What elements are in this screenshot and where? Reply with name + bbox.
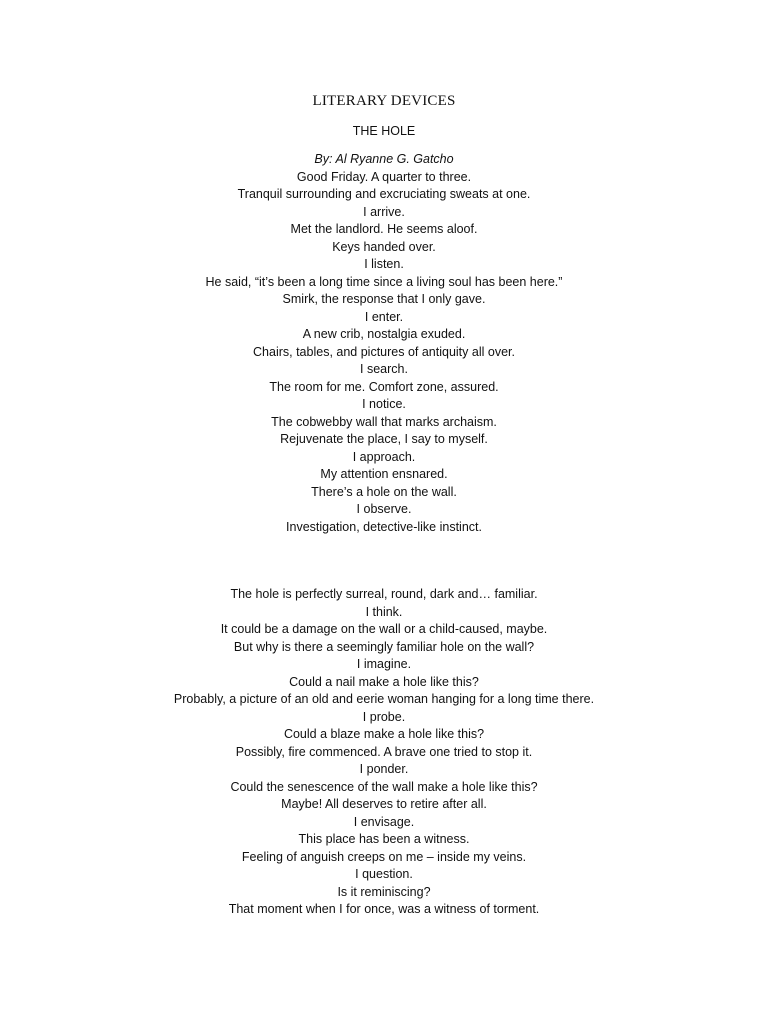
poem-line: I think.	[365, 604, 403, 619]
poem-line: Rejuvenate the place, I say to myself.	[280, 432, 488, 446]
poem-line: Met the landlord. He seems aloof.	[290, 222, 478, 236]
poem-line: I probe.	[362, 709, 406, 724]
poem-line: The hole is perfectly surreal, round, dark and… familiar.	[230, 587, 538, 601]
poem-line: I approach.	[352, 449, 416, 464]
poem-title: THE HOLE	[352, 124, 416, 138]
poem-line: Investigation, detective-like instinct.	[286, 519, 482, 534]
poem-line: I arrive.	[363, 204, 405, 219]
poem-line: A new crib, nostalgia exuded.	[302, 327, 466, 341]
poem-line: My attention ensnared.	[320, 467, 448, 481]
poem-line: Chairs, tables, and pictures of antiquity all over.	[253, 344, 515, 359]
poem-line: Maybe! All deserves to retire after all.	[281, 797, 487, 811]
poem-line: The cobwebby wall that marks archaism.	[271, 414, 497, 429]
poem-line: Keys handed over.	[332, 239, 436, 254]
poem-line: Feeling of anguish creeps on me – inside my veins.	[241, 849, 527, 864]
poem-line: There’s a hole on the wall.	[311, 484, 457, 499]
poem-line: But why is there a seemingly familiar hole on the wall?	[233, 639, 535, 654]
poem-byline: By: Al Ryanne G. Gatcho	[314, 152, 454, 166]
poem-line: Probably, a picture of an old and eerie woman hanging for a long time there.	[173, 692, 595, 706]
poem-line: I listen.	[364, 257, 404, 271]
poem-line: It could be a damage on the wall or a child-caused, maybe.	[220, 622, 548, 636]
poem-line: Is it reminiscing?	[337, 884, 431, 899]
page-heading: LITERARY DEVICES	[312, 93, 456, 109]
poem-line: That moment when I for once, was a witness of torment.	[228, 902, 540, 916]
stanza-1	[0, 151, 768, 536]
poem-line: Could a blaze make a hole like this?	[283, 727, 485, 741]
poem-line: I ponder.	[359, 762, 409, 776]
poem-line: I observe.	[356, 502, 412, 516]
poem-line: Good Friday. A quarter to three.	[296, 169, 472, 184]
poem-line: I question.	[355, 867, 413, 881]
poem-line: I envisage.	[353, 814, 415, 829]
poem-line: He said, “it’s been a long time since a living soul has been here.”	[205, 274, 563, 289]
poem-line: Could a nail make a hole like this?	[289, 674, 479, 689]
poem-line: Possibly, fire commenced. A brave one tried to stop it.	[235, 744, 533, 759]
poem-line: This place has been a witness.	[298, 832, 470, 846]
poem-line: I imagine.	[356, 657, 412, 671]
poem-line: I notice.	[362, 397, 406, 411]
poem-line: The room for me. Comfort zone, assured.	[269, 379, 499, 394]
poem-line: Tranquil surrounding and excruciating sweats at one.	[237, 187, 531, 201]
poem-line: Could the senescence of the wall make a hole like this?	[230, 779, 538, 794]
stanza-2	[0, 586, 768, 919]
poem-line: I enter.	[364, 309, 404, 324]
poem-line: I search.	[360, 362, 408, 376]
poem-line: Smirk, the response that I only gave.	[282, 292, 486, 306]
